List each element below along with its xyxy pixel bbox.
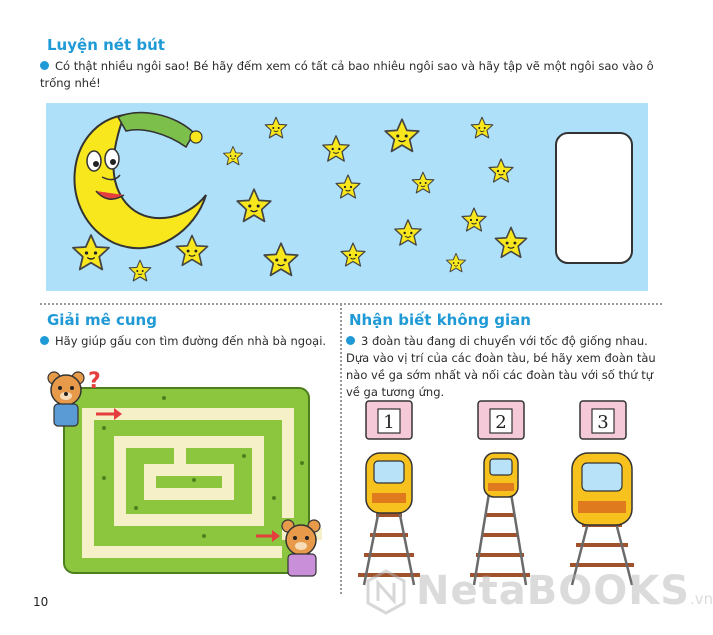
watermark-logo-icon: [366, 569, 406, 615]
drawing-box[interactable]: [556, 133, 632, 263]
moon-icon: [74, 113, 206, 249]
train-tracks-illustration: [346, 395, 666, 590]
train-icon[interactable]: [572, 453, 632, 525]
calendar-icon[interactable]: [366, 401, 412, 439]
section-text-space: [346, 333, 666, 401]
star-icon: [223, 146, 242, 164]
star-icon: [73, 235, 109, 270]
star-icon: [395, 220, 421, 245]
star-icon: [264, 243, 298, 275]
star-icon: [471, 117, 493, 138]
bullet-icon: [346, 336, 355, 345]
star-sky-illustration: [46, 103, 648, 291]
horizontal-divider: [40, 303, 662, 305]
calendar-icon[interactable]: [580, 401, 626, 439]
section-title-space: Nhận biết không gian: [349, 311, 531, 329]
star-icon: [446, 253, 465, 271]
section-title-trace: Luyện nét bút: [47, 36, 165, 54]
trace-instruction: Có thật nhiều ngôi sao! Bé hãy đếm xem có tất cả bao nhiêu ngôi sao và hãy tập vẽ một ngôi sao vào ô trống nhé!: [40, 59, 654, 90]
watermark-text: [416, 568, 713, 614]
train-icon[interactable]: [366, 453, 412, 513]
bear-icon: [48, 372, 84, 426]
star-icon: [341, 243, 365, 266]
bullet-icon: [40, 336, 49, 345]
vertical-divider: [340, 304, 342, 594]
question-mark-icon: ?: [88, 369, 101, 394]
calendar-number: 1: [383, 412, 395, 433]
star-icon: [462, 208, 486, 231]
star-icon: [385, 119, 419, 151]
maze-svg: [44, 368, 334, 583]
star-icon: [495, 227, 526, 257]
star-icon: [237, 189, 271, 221]
calendar-number: 2: [495, 412, 507, 433]
star-icon: [336, 175, 360, 198]
star-sky-svg: [46, 103, 648, 291]
star-icon: [265, 117, 287, 138]
page-number: 10: [33, 595, 49, 609]
bear-icon: [282, 520, 320, 576]
train-icon[interactable]: [484, 453, 518, 497]
section-text-trace: [40, 58, 660, 92]
space-instruction: 3 đoàn tàu đang di chuyển với tốc độ giống nhau. Dựa vào vị trí của các đoàn tàu, bé hãy xem đoàn tàu nào về ga sớm nhất và nối các đoàn tàu với số thứ tự về ga tương ứng.: [346, 334, 656, 399]
maze-puzzle: [44, 368, 334, 583]
star-icon: [412, 172, 434, 193]
star-icon: [129, 260, 151, 281]
calendar-icon[interactable]: [478, 401, 524, 439]
calendar-number: 3: [597, 412, 609, 433]
star-icon: [323, 136, 349, 161]
star-icon: [176, 235, 207, 265]
maze-instruction: Hãy giúp gấu con tìm đường đến nhà bà ngoại.: [55, 334, 327, 348]
star-icon: [489, 159, 513, 182]
watermark-suffix: .vn: [690, 590, 713, 608]
watermark-main: NetaBOOKS: [416, 568, 691, 614]
trains-svg: [346, 395, 666, 590]
section-text-maze: [40, 333, 340, 350]
bullet-icon: [40, 61, 49, 70]
section-title-maze: Giải mê cung: [47, 311, 157, 329]
